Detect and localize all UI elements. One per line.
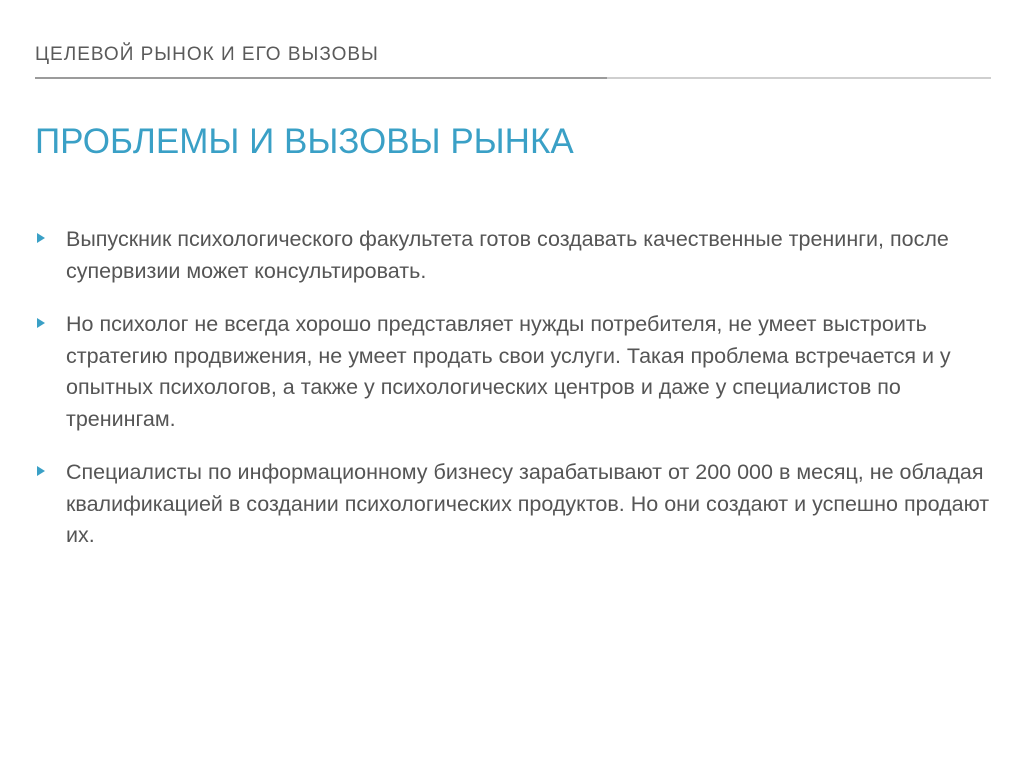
bullet-text: Специалисты по информационному бизнесу зарабатывают от 200 000 в месяц, не обладая квалификацией в создании психологических продуктов. Но они создают и успешно продают их. [66,460,990,547]
bullet-item [35,224,995,287]
bullet-text: Но психолог не всегда хорошо представляет нужды потребителя, не умеет выстроить стратегию продвижения, не умеет продать свои услуги. Такая проблема встречается и у опытных психологов, а также у психологических центров и даже у специалистов по тренингам. [66,312,951,431]
triangle-right-icon [37,466,45,476]
header-divider-accent [35,77,607,79]
bullet-item [35,457,995,552]
bullet-item [35,309,995,435]
bullet-text: Выпускник психологического факультета готов создавать качественные тренинги, после супервизии может консультировать. [66,227,949,283]
bullet-list [35,224,995,574]
slide-title: ПРОБЛЕМЫ И ВЫЗОВЫ РЫНКА [35,122,574,161]
section-header: ЦЕЛЕВОЙ РЫНОК И ЕГО ВЫЗОВЫ [35,44,379,65]
triangle-right-icon [37,233,45,243]
triangle-right-icon [37,318,45,328]
